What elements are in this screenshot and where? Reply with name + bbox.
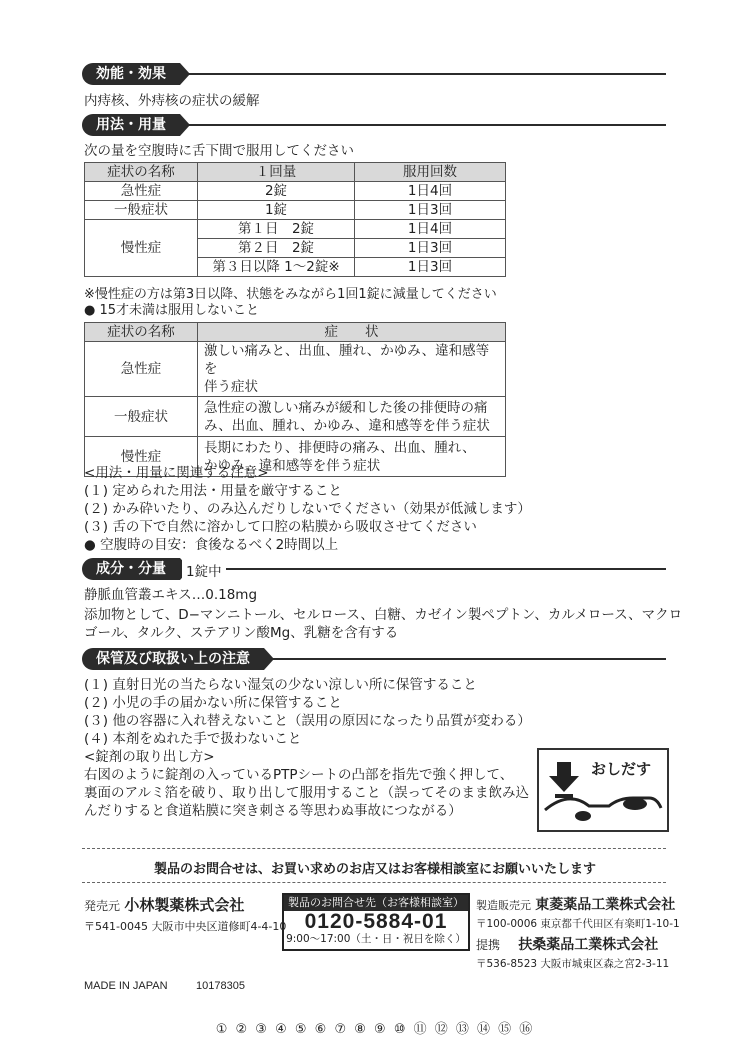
ingredient-line: 添加物として、D−マンニトール、セルロース、白糖、カゼイン製ペプトン、カルメロース、マクロ <box>84 607 683 623</box>
table-cell: 第１日 2錠 <box>198 220 355 239</box>
dosage-note: (３) 舌の下で自然に溶かして口腔の粘膜から吸収させてください <box>84 519 477 535</box>
press-out-illustration <box>537 748 669 832</box>
contact-box <box>282 893 470 951</box>
section-rule <box>182 124 666 126</box>
made-in: MADE IN JAPAN <box>84 980 168 992</box>
maker-block <box>476 894 675 914</box>
contact-hours: 9:00〜17:00（土・日・祝日を除く） <box>286 933 466 945</box>
product-code: 10178305 <box>196 980 245 992</box>
table-header: 症状の名称 <box>85 323 198 342</box>
ingredient-line: 静脈血管叢エキス…0.18mg <box>84 587 258 603</box>
table-cell: 1日3回 <box>355 239 506 258</box>
dosage-table <box>84 162 506 277</box>
storage-line: <錠剤の取り出し方> <box>84 749 215 765</box>
section-tag: 用法・用量 <box>82 114 180 136</box>
section-tag: 効能・効果 <box>82 63 180 85</box>
table-cell: 1日4回 <box>355 182 506 201</box>
table-cell: 2錠 <box>198 182 355 201</box>
storage-line: (１) 直射日光の当たらない湿気の少ない涼しい所に保管すること <box>84 677 477 693</box>
cell-line: 激しい痛みと、出血、腫れ、かゆみ、違和感等を <box>204 343 490 377</box>
seller-address: 〒541-0045 大阪市中央区道修町4-4-10 <box>84 920 287 933</box>
table-cell <box>198 342 506 397</box>
storage-line: (３) 他の容器に入れ替えないこと（誤用の原因になったり品質が変わる） <box>84 713 531 729</box>
section-header-efficacy <box>82 63 666 85</box>
ingredient-line: ゴール、タルク、ステアリン酸Mg、乳糖を含有する <box>84 625 399 641</box>
table-row <box>85 397 506 437</box>
table-row <box>85 163 506 182</box>
partner-address: 〒536-8523 大阪市城東区森之宮2-3-11 <box>476 958 670 970</box>
maker-name: 東菱薬品工業株式会社 <box>535 897 676 913</box>
partner-block <box>476 934 658 954</box>
dosage-intro: 次の量を空腹時に舌下間で服用してください <box>84 143 354 159</box>
table-header: 症状の名称 <box>85 163 198 182</box>
table-header: １回量 <box>198 163 355 182</box>
cell-line: 急性症の激しい痛みが緩和した後の排便時の痛 <box>204 399 488 416</box>
storage-line: 裏面のアルミ箔を破り、取り出して服用すること（誤ってそのまま飲み込 <box>84 785 529 801</box>
press-label: おしだす <box>591 760 652 778</box>
phone-number: 0120-5884-01 <box>304 910 448 933</box>
table-cell: 1錠 <box>198 201 355 220</box>
table-cell: 一般症状 <box>85 397 198 437</box>
section-rule <box>272 658 666 660</box>
seller-name: 小林製薬株式会社 <box>124 896 245 914</box>
section-rule <box>182 73 666 75</box>
table-cell: 1日3回 <box>355 201 506 220</box>
table-row <box>85 220 506 239</box>
section-tag: 成分・分量 <box>82 558 180 580</box>
table-cell <box>198 397 506 437</box>
cell-line: 伴う症状 <box>204 379 258 395</box>
plate-numbers: ① ② ③ ④ ⑤ ⑥ ⑦ ⑧ ⑨ ⑩ ⑪ ⑫ ⑬ ⑭ ⑮ ⑯ <box>215 1022 535 1037</box>
section-header-ingredients <box>82 558 666 580</box>
storage-line: (２) 小児の手の届かない所に保管すること <box>84 695 342 711</box>
table-cell: 慢性症 <box>85 220 198 277</box>
divider <box>82 882 666 883</box>
table-cell: 慢性症 <box>85 437 198 477</box>
partner-label: 提携 <box>476 938 501 952</box>
cell-line: かゆみ、違和感等を伴う症状 <box>204 457 381 474</box>
table-cell: 1日3回 <box>355 258 506 277</box>
storage-line: んだりすると食道粘膜に突き刺さる等思わぬ事故につながる） <box>84 803 462 819</box>
seller-block <box>84 894 244 915</box>
maker-label: 製造販売元 <box>476 899 531 912</box>
table-cell: 一般症状 <box>85 201 198 220</box>
table-row <box>85 201 506 220</box>
contact-label: 製品のお問合せ先（お客様相談室） <box>284 895 468 911</box>
table-cell: 急性症 <box>85 342 198 397</box>
table-row <box>85 182 506 201</box>
section-header-dosage <box>82 114 666 136</box>
table-row <box>85 342 506 397</box>
section-tag: 保管及び取扱い上の注意 <box>82 648 264 670</box>
maker-address: 〒100-0006 東京都千代田区有楽町1-10-1 <box>476 918 680 930</box>
ingredients-sub: 1錠中 <box>182 560 226 580</box>
table-cell: 1日4回 <box>355 220 506 239</box>
section-header-storage <box>82 648 666 670</box>
table-cell: 急性症 <box>85 182 198 201</box>
storage-line: (４) 本剤をぬれた手で扱わないこと <box>84 731 302 747</box>
section-rule <box>182 568 666 570</box>
table-header: 服用回数 <box>355 163 506 182</box>
partner-name: 扶桑薬品工業株式会社 <box>518 937 659 953</box>
symptom-table <box>84 322 506 477</box>
efficacy-text: 内痔核、外痔核の症状の緩解 <box>84 93 260 109</box>
table-row <box>85 323 506 342</box>
table-cell: 第２日 2錠 <box>198 239 355 258</box>
dosage-note: ● 空腹時の目安：食後なるべく2時間以上 <box>84 537 339 553</box>
dosage-note-title: <用法・用量に関連する注意> <box>84 465 269 481</box>
table-cell: 第３日以降 1〜2錠※ <box>198 258 355 277</box>
divider <box>82 848 666 849</box>
cell-line: み、出血、腫れ、かゆみ、違和感等を伴う症状 <box>204 417 490 434</box>
table-header: 症 状 <box>198 323 506 342</box>
cell-line: 長期にわたり、排便時の痛み、出血、腫れ、 <box>204 439 476 456</box>
inquiry-note: 製品のお問合せは、お買い求めのお店又はお客様相談室にお願いいたします <box>153 862 596 877</box>
dosage-note: (２) かみ砕いたり、のみ込んだりしないでください（効果が低減します） <box>84 501 531 517</box>
note-age: ● 15才未満は服用しないこと <box>84 303 260 318</box>
seller-label: 発売元 <box>84 899 121 913</box>
note-chronic: ※慢性症の方は第3日以降、状態をみながら1回1錠に減量してください <box>84 287 497 302</box>
storage-line: 右図のように錠剤の入っているPTPシートの凸部を指先で強く押して、 <box>84 767 514 783</box>
dosage-note: (１) 定められた用法・用量を厳守すること <box>84 483 342 499</box>
